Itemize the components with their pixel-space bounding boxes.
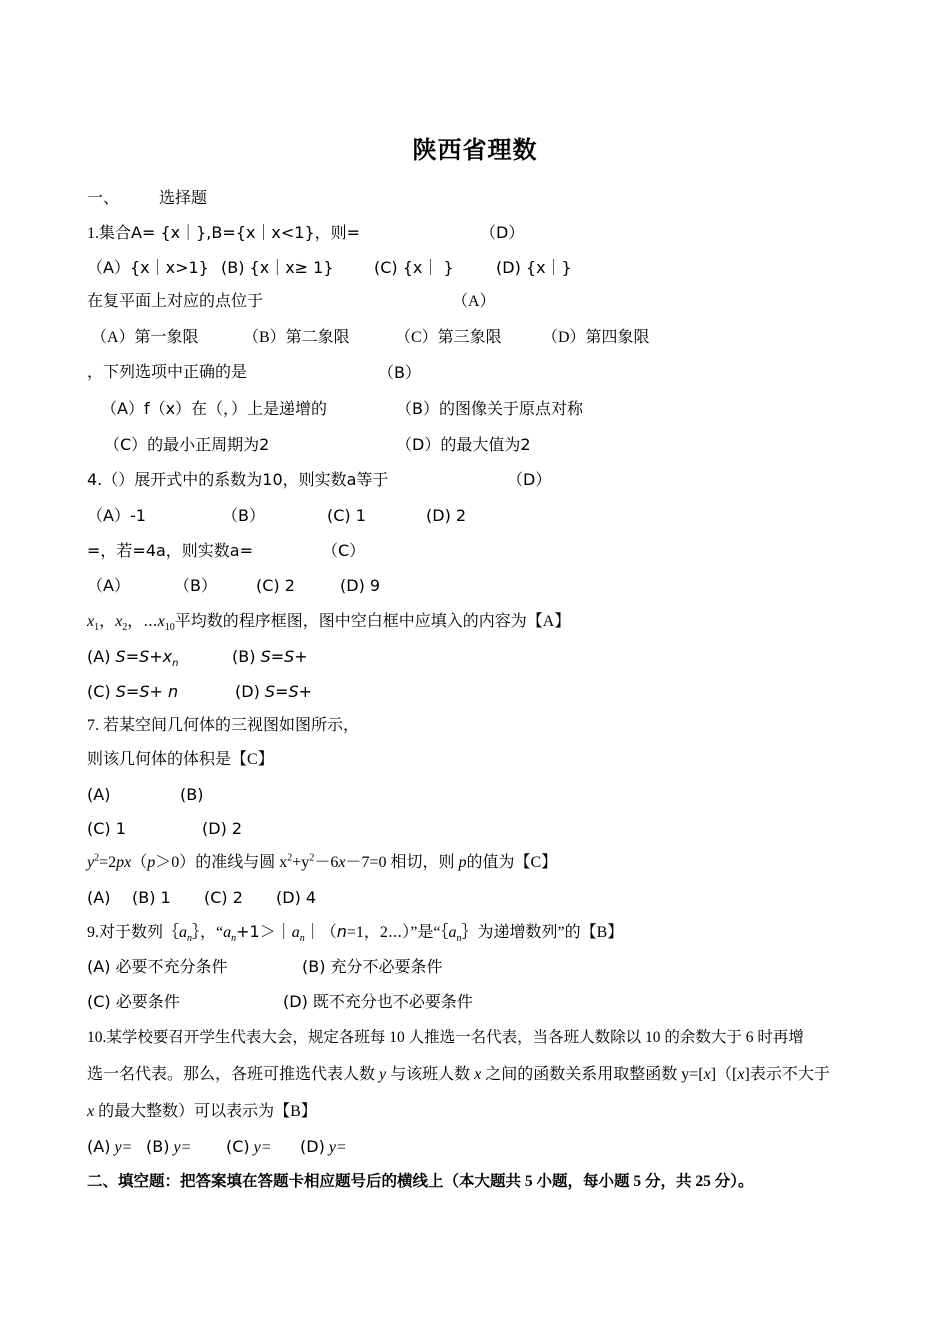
question-1-set-a: A= {x｜}, [131, 223, 212, 242]
var-x2: x [115, 613, 123, 630]
var-n: n [336, 922, 347, 941]
exponent: 2 [94, 852, 100, 864]
question-7-option-a: (A) [87, 785, 111, 804]
var-n: n [456, 933, 462, 945]
page-title: 陕西省理数 [412, 135, 538, 164]
var-p: p [147, 854, 156, 871]
option-formula: y= [114, 1139, 133, 1156]
stem-part: ｝为递增数列”的 [461, 924, 581, 941]
option-label: (D) [235, 682, 260, 701]
question-1-option-b: (B) {x｜x≥ 1} [221, 258, 334, 277]
var-y: y [379, 1066, 387, 1083]
question-4-option-b: （B） [222, 506, 265, 525]
question-6-option-c [87, 681, 178, 703]
question-8-option-b: (B) 1 [132, 888, 171, 907]
option-label: (C) [87, 682, 111, 701]
question-8-option-a: (A) [87, 888, 111, 907]
question-4-option-a: （A）-1 [87, 506, 146, 525]
option-formula: S=S+ [264, 682, 313, 701]
section2-heading: 二、填空题：把答案填在答题卡相应题号后的横线上（本大题共 5 小题，每小题 5 分，共 25 分）。 [87, 1173, 754, 1190]
section1-number: 一、 [87, 190, 120, 207]
question-10-answer: 【B】 [274, 1103, 317, 1120]
question-10-stem-line-2 [87, 1064, 830, 1086]
question-1-stem-text: 1.集合 [87, 225, 132, 242]
equation-part: +y [292, 854, 310, 871]
var-x1-sub: 1 [94, 622, 100, 634]
question-7-option-b: (B) [180, 785, 204, 804]
question-6-option-b [232, 646, 308, 668]
question-9-option-b: (B) 充分不必要条件 [302, 957, 443, 976]
equation-part: －7=0 相切，则 [345, 854, 455, 871]
var-p: p [458, 854, 467, 871]
question-4-option-d: (D) 2 [426, 506, 467, 525]
question-1-option-d: (D) {x｜} [496, 258, 572, 277]
question-4-option-c: (C) 1 [327, 506, 366, 525]
question-5-answer: （C） [322, 541, 366, 560]
stem-part: +1＞｜ [236, 922, 292, 941]
question-3-stem: ，下列选项中正确的是 [87, 364, 248, 381]
question-3-option-b: （B）的图像关于原点对称 [396, 399, 583, 418]
var-x1: x [87, 613, 95, 630]
option-label: (B) [146, 1137, 170, 1156]
question-5-option-b: （B） [174, 576, 217, 595]
option-label: (C) [226, 1137, 250, 1156]
separator: ， [99, 613, 116, 630]
separator: ，⋯ [127, 613, 158, 630]
option-formula: y= [173, 1139, 192, 1156]
var-n: n [187, 933, 193, 945]
question-8-option-c: (C) 2 [204, 888, 243, 907]
question-6-option-d [235, 681, 312, 703]
stem-part: 之间的函数关系用取整函数 y=[ [485, 1066, 704, 1083]
question-8-stem [87, 852, 557, 874]
question-7-option-d: (D) 2 [202, 819, 243, 838]
var-n: n [299, 933, 305, 945]
option-label: (A) [87, 1137, 111, 1156]
option-label: (B) [232, 647, 256, 666]
var-a: a [179, 924, 188, 941]
stem-part: 选一名代表。那么，各班可推选代表人数 [87, 1066, 376, 1083]
question-5-stem: =，若=4a，则实数a= [87, 541, 254, 560]
equation-part: =2 [99, 854, 117, 871]
var-a: a [223, 924, 232, 941]
var-x10-sub: 10 [164, 622, 175, 634]
stem-part: ｜（ [304, 924, 337, 941]
question-7-stem-2 [87, 749, 274, 771]
equation-part: －6 [314, 854, 339, 871]
question-1-answer: （D） [480, 223, 525, 242]
stem-part: ]表示不大于 [744, 1066, 830, 1083]
section1-heading [87, 188, 207, 210]
question-6-option-a [87, 646, 178, 668]
question-3-option-c: （C）的最小正周期为2 [104, 435, 270, 454]
question-6-answer: 【A】 [526, 613, 571, 630]
question-9-option-a: (A) 必要不充分条件 [87, 957, 228, 976]
question-10-option-b [146, 1136, 191, 1159]
option-formula: y= [253, 1139, 272, 1156]
option-label: (A) [87, 647, 111, 666]
stem-part: 的最大整数）可以表示为 [98, 1103, 275, 1120]
question-9-option-d: (D) 既不充分也不必要条件 [283, 992, 473, 1011]
stem-part: ｝，“ [192, 924, 224, 941]
var-px: px [116, 854, 132, 871]
question-2-option-b: （B）第二象限 [243, 329, 350, 346]
var-n: n [231, 933, 237, 945]
question-7-option-c: (C) 1 [87, 819, 126, 838]
question-6-stem-text: 平均数的程序框图，图中空白框中应填入的内容为 [174, 613, 527, 630]
question-2-stem: 在复平面上对应的点位于 [87, 293, 264, 310]
question-9-option-c: (C) 必要条件 [87, 992, 180, 1011]
var-a: a [291, 924, 300, 941]
question-8-stem-text: 的值为 [466, 854, 515, 871]
exponent: 2 [309, 852, 315, 864]
var-x10: x [157, 613, 165, 630]
question-4-answer: （D） [507, 470, 552, 489]
exponent: 2 [287, 852, 293, 864]
equation-part: （ [131, 854, 148, 871]
var-x: x [474, 1066, 482, 1083]
question-2-option-d: （D）第四象限 [542, 329, 650, 346]
option-formula: S=S+ [260, 647, 308, 666]
question-7-answer: 【C】 [231, 751, 274, 768]
question-8-answer: 【C】 [514, 854, 558, 871]
var-x: x [703, 1066, 711, 1083]
section1-label: 选择题 [159, 190, 208, 207]
question-10-option-d [300, 1136, 347, 1159]
option-label: (D) [300, 1137, 325, 1156]
question-3-option-d: （D）的最大值为2 [396, 435, 531, 454]
question-1-option-c: (C) {x｜ } [374, 258, 454, 277]
question-10-option-a [87, 1136, 132, 1159]
var-x2-sub: 2 [122, 622, 128, 634]
question-7-stem-1: 7. 若某空间几何体的三视图如图所示， [87, 717, 360, 734]
question-9-answer: 【B】 [580, 924, 624, 941]
question-7-stem-text: 则该几何体的体积是 [87, 751, 232, 768]
question-2-option-a: （A）第一象限 [91, 329, 199, 346]
question-1-stem [87, 222, 360, 245]
option-formula: S=S+x [115, 647, 173, 666]
stem-part: =1，2⋯）”是“｛ [346, 924, 449, 941]
question-8-option-d: (D) 4 [276, 888, 317, 907]
option-formula: y= [328, 1139, 347, 1156]
question-2-answer: （A） [452, 293, 496, 310]
question-5-option-c: (C) 2 [256, 576, 295, 595]
question-3-option-a: （A）f（x）在（，）上是递增的 [101, 399, 328, 418]
question-5-option-a: （A） [87, 576, 130, 595]
stem-part: 9.对于数列｛ [87, 924, 180, 941]
stem-part: ]（[ [710, 1066, 738, 1083]
question-10-option-c [226, 1136, 272, 1159]
var-x: x [87, 1103, 95, 1120]
question-2-option-c: （C）第三象限 [395, 329, 502, 346]
question-1-set-b: B={x｜x<1}，则= [211, 223, 361, 242]
question-5-option-d: (D) 9 [340, 576, 381, 595]
var-y: y [87, 854, 95, 871]
equation-part: ＞0）的准线与圆 x [155, 854, 288, 871]
question-9-stem [87, 921, 623, 944]
stem-part: 与该班人数 [390, 1066, 471, 1083]
option-formula: S=S+ n [115, 682, 179, 701]
option-formula-sub: n [172, 658, 179, 670]
question-10-stem-line-1: 10.某学校要召开学生代表大会，规定各班每 10 人推选一名代表，当各班人数除以 10 的余数大于 6 时再增 [87, 1029, 804, 1046]
var-a: a [448, 924, 457, 941]
question-3-answer: （B） [378, 363, 421, 382]
var-x: x [737, 1066, 745, 1083]
question-6-stem [87, 611, 570, 633]
question-1-option-a: （A）{x｜x>1} [87, 258, 209, 277]
question-4-stem: 4.（）展开式中的系数为10，则实数a等于 [87, 470, 389, 489]
question-10-stem-line-3 [87, 1101, 317, 1123]
var-x: x [338, 854, 346, 871]
